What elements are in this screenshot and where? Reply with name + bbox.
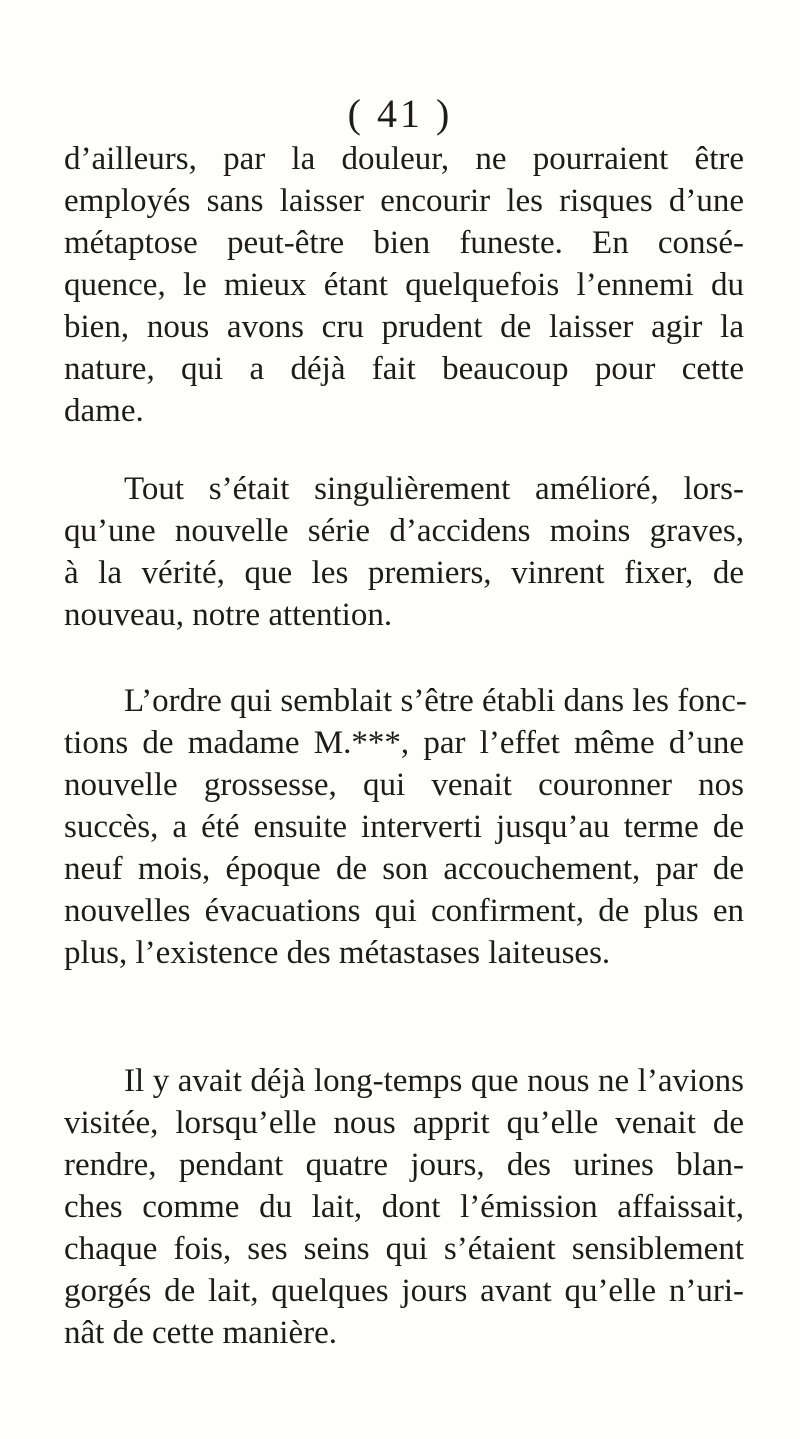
text-line: gorgés de lait, quelques jours avant qu’elle n’uri-: [64, 1273, 744, 1309]
text-line: succès, a été ensuite interverti jusqu’au terme de: [64, 809, 744, 845]
text-line: nouvelles évacuations qui confirment, de plus en: [64, 893, 744, 929]
text-line: L’ordre qui semblait s’être établi dans les fonc-: [124, 683, 747, 719]
text-line: dame.: [64, 393, 144, 429]
text-line: Il y avait déjà long-temps que nous ne l’avions: [124, 1063, 744, 1099]
text-line: visitée, lorsqu’elle nous apprit qu’elle venait de: [64, 1105, 744, 1141]
text-line: neuf mois, époque de son accouchement, par de: [64, 851, 744, 887]
paragraph-3: [64, 680, 747, 974]
text-line: qu’une nouvelle série d’accidens moins graves,: [64, 513, 744, 549]
text-line: chaque fois, ses seins qui s’étaient sensiblement: [64, 1231, 744, 1267]
text-line: tions de madame M.***, par l’effet même d’une: [64, 725, 744, 761]
paragraph-2: [64, 468, 744, 636]
text-line: quence, le mieux étant quelquefois l’ennemi du: [64, 267, 744, 303]
text-line: bien, nous avons cru prudent de laisser agir la: [64, 309, 744, 345]
text-line: plus, l’existence des métastases laiteuses.: [64, 935, 611, 971]
text-line: nature, qui a déjà fait beaucoup pour cette: [64, 351, 744, 387]
text-line: à la vérité, que les premiers, vinrent fixer, de: [64, 555, 744, 591]
text-line: métaptose peut-être bien funeste. En consé-: [64, 225, 744, 261]
paragraph-4: [64, 1060, 744, 1354]
text-line: Tout s’était singulièrement amélioré, lors-: [124, 471, 744, 507]
paragraph-1: [64, 138, 744, 432]
text-line: nât de cette manière.: [64, 1315, 338, 1351]
text-line: d’ailleurs, par la douleur, ne pourraient être: [64, 141, 744, 177]
text-line: nouvelle grossesse, qui venait couronner nos: [64, 767, 744, 803]
text-line: rendre, pendant quatre jours, des urines blan-: [64, 1147, 744, 1183]
text-line: ches comme du lait, dont l’émission affaissait,: [64, 1189, 744, 1225]
text-line: employés sans laisser encourir les risques d’une: [64, 183, 744, 219]
page-number: ( 41 ): [347, 91, 453, 136]
text-line: nouveau, notre attention.: [64, 597, 393, 633]
